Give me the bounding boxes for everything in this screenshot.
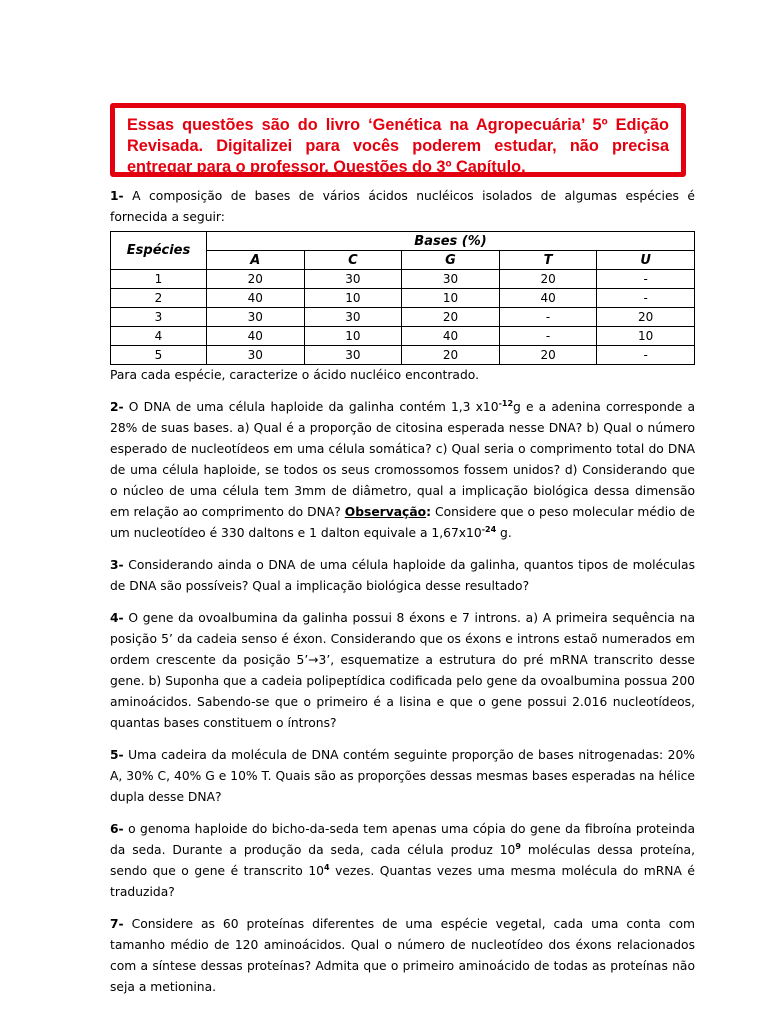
- questions-body: [110, 186, 695, 998]
- table-cell: 30: [304, 346, 402, 365]
- observation-label: Observação: [344, 505, 427, 519]
- question-3: [110, 555, 695, 597]
- question-6: [110, 819, 695, 903]
- table-cell: 10: [402, 289, 500, 308]
- table-cell: 3: [111, 308, 207, 327]
- table-row: [111, 270, 695, 289]
- question-number: 7-: [110, 917, 124, 931]
- table-row: [111, 346, 695, 365]
- question-text: O DNA de uma célula haploide da galinha contém 1,3 x10: [123, 400, 499, 414]
- table-cell: 30: [207, 346, 305, 365]
- table-row: [111, 289, 695, 308]
- table-row: [111, 308, 695, 327]
- table-cell: 40: [207, 289, 305, 308]
- question-text: g.: [496, 526, 512, 540]
- table-cell: 20: [402, 308, 500, 327]
- table-cell: -: [597, 270, 695, 289]
- question-5: [110, 745, 695, 808]
- table-cell: 4: [111, 327, 207, 346]
- question-2: [110, 397, 695, 544]
- question-7: [110, 914, 695, 998]
- species-header: Espécies: [111, 232, 207, 270]
- table-cell: -: [597, 289, 695, 308]
- question-number: 1-: [110, 189, 124, 203]
- exponent: -24: [481, 525, 497, 534]
- exponent: 4: [324, 863, 330, 872]
- table-cell: 40: [499, 289, 597, 308]
- bases-table: [110, 231, 695, 365]
- table-cell: 10: [304, 327, 402, 346]
- question-text: Considere que o peso molecular médio de um nucleotídeo é 330 daltons e 1 dalton equivale a 1,67x10: [110, 505, 695, 540]
- table-row: [111, 327, 695, 346]
- table-cell: -: [499, 308, 597, 327]
- notice-box: [110, 103, 686, 177]
- question-1-followup: Para cada espécie, caracterize o ácido nucléico encontrado.: [110, 368, 479, 382]
- column-header: G: [402, 251, 500, 270]
- table-cell: 30: [207, 308, 305, 327]
- table-cell: 10: [597, 327, 695, 346]
- bases-header: Bases (%): [207, 232, 695, 251]
- table-cell: 2: [111, 289, 207, 308]
- question-text: g e a adenina corresponde a 28% de suas bases. a) Qual é a proporção de citosina esperada nesse DNA? b) Qual o número esperado de nucleotídeos em uma célula somática? c) Qual seria o comprimento total do DNA de uma célula haploide, se todos os seus cromossomos fossem unidos? d) Considerando que o núcleo de uma célula tem 3mm de diâmetro, qual a implicação biológica dessa dimensão em relação ao comprimento do DNA?: [110, 400, 695, 519]
- question-number: 3-: [110, 558, 124, 572]
- table-cell: 40: [207, 327, 305, 346]
- question-number: 5-: [110, 748, 124, 762]
- table-cell: 20: [499, 346, 597, 365]
- column-header: T: [499, 251, 597, 270]
- table-cell: -: [499, 327, 597, 346]
- question-number: 6-: [110, 822, 124, 836]
- notice-text: Essas questões são do livro ‘Genética na Agropecuária’ 5º Edição Revisada. Digitalizei para vocês poderem estudar, não precisa entregar para o professor. Questões do 3º Capítulo.: [127, 116, 669, 176]
- table-cell: 20: [402, 346, 500, 365]
- table-cell: 20: [597, 308, 695, 327]
- exponent: -12: [498, 399, 514, 408]
- table-cell: 10: [304, 289, 402, 308]
- table-cell: 40: [402, 327, 500, 346]
- question-4: [110, 608, 695, 734]
- column-header: A: [207, 251, 305, 270]
- table-cell: 30: [304, 270, 402, 289]
- question-text: Considere as 60 proteínas diferentes de uma espécie vegetal, cada uma conta com tamanho médio de 120 aminoácidos. Qual o número de nucleotídeo dos éxons relacionados com a síntese dessas proteínas? Admita que o primeiro aminoácido de todas as proteínas não seja a metionina.: [110, 917, 695, 994]
- question-text: O gene da ovoalbumina da galinha possui 8 éxons e 7 introns. a) A primeira sequência na posição 5’ da cadeia senso é éxon. Considerando que os éxons e introns estaõ numerados em ordem crescente da posição 5’→3’, esquematize a estrutura do pré mRNA transcrito desse gene. b) Suponha que a cadeia polipeptídica codificada pelo gene da ovoalbumina possua 200 aminoácidos. Sabendo-se que o primeiro é a lisina e que o gene possui 2.016 nucleotídeos, quantas bases constituem o íntrons?: [110, 611, 695, 730]
- table-cell: 30: [402, 270, 500, 289]
- question-number: 4-: [110, 611, 124, 625]
- table-cell: 5: [111, 346, 207, 365]
- column-header: U: [597, 251, 695, 270]
- table-cell: 30: [304, 308, 402, 327]
- question-text: o genoma haploide do bicho-da-seda tem apenas uma cópia do gene da fibroína proteinda da seda. Durante a produção da seda, cada célula produz 10: [110, 822, 695, 857]
- question-text: Uma cadeira da molécula de DNA contém seguinte proporção de bases nitrogenadas: 20% A, 30% C, 40% G e 10% T. Quais são as proporções dessas mesmas bases esperadas na hélice dupla desse DNA?: [110, 748, 695, 804]
- question-text: moléculas dessa proteína, sendo que o gene é transcrito 10: [110, 843, 696, 878]
- question-number: 2-: [110, 400, 124, 414]
- table-cell: 20: [499, 270, 597, 289]
- question-text: vezes. Quantas vezes uma mesma molécula do mRNA é traduzida?: [110, 864, 695, 899]
- column-header: C: [304, 251, 402, 270]
- question-1: [110, 186, 695, 228]
- question-text: A composição de bases de vários ácidos nucléicos isolados de algumas espécies é fornecida a seguir:: [110, 189, 695, 224]
- table-cell: 1: [111, 270, 207, 289]
- question-text: Considerando ainda o DNA de uma célula haploide da galinha, quantos tipos de moléculas de DNA são possíveis? Qual a implicação biológica desse resultado?: [110, 558, 695, 593]
- exponent: 9: [515, 842, 521, 851]
- table-cell: -: [597, 346, 695, 365]
- table-cell: 20: [207, 270, 305, 289]
- observation-colon: :: [426, 505, 432, 519]
